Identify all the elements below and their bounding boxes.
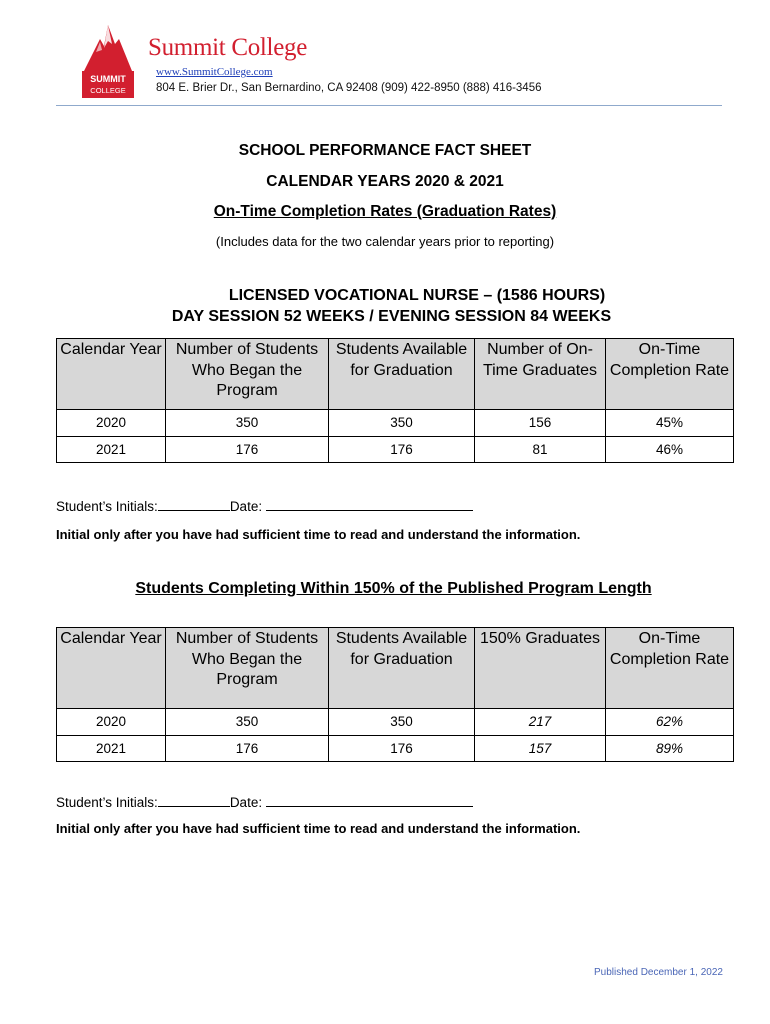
column-header: Students Available for Graduation bbox=[329, 339, 475, 410]
date-field[interactable] bbox=[266, 497, 473, 511]
logo-text-summit: SUMMIT bbox=[90, 74, 126, 84]
logo-text-college: COLLEGE bbox=[90, 86, 126, 95]
initials-line bbox=[56, 793, 473, 810]
began-cell: 176 bbox=[166, 436, 329, 463]
graduates-cell: 157 bbox=[475, 735, 606, 762]
rate-cell: 62% bbox=[606, 709, 734, 736]
year-cell: 2021 bbox=[57, 735, 166, 762]
year-cell: 2020 bbox=[57, 709, 166, 736]
college-name: Summit College bbox=[148, 34, 307, 61]
section-150-percent-title: Students Completing Within 150% of the Published Program Length bbox=[135, 580, 652, 597]
column-header: Calendar Year bbox=[57, 339, 166, 410]
header-divider bbox=[56, 105, 722, 106]
rate-cell: 45% bbox=[606, 410, 734, 437]
began-cell: 350 bbox=[166, 709, 329, 736]
date-label: Date: bbox=[229, 795, 266, 810]
college-address: 804 E. Brier Dr., San Bernardino, CA 92408 (909) 422-8950 (888) 416-3456 bbox=[156, 82, 542, 94]
year-cell: 2021 bbox=[57, 436, 166, 463]
completion-rates-heading: On-Time Completion Rates (Graduation Rates) bbox=[213, 203, 557, 220]
initials-instruction: Initial only after you have had sufficient time to read and understand the information. bbox=[56, 821, 581, 836]
initials-label: Student’s Initials: bbox=[56, 795, 158, 810]
column-header: Number of Students Who Began the Program bbox=[166, 628, 329, 709]
graduates-cell: 156 bbox=[475, 410, 606, 437]
initials-field[interactable] bbox=[158, 793, 230, 807]
available-cell: 350 bbox=[329, 410, 475, 437]
program-sessions: DAY SESSION 52 WEEKS / EVENING SESSION 84 WEEKS bbox=[171, 308, 612, 325]
graduates-cell: 217 bbox=[475, 709, 606, 736]
available-cell: 176 bbox=[329, 735, 475, 762]
column-header: Students Available for Graduation bbox=[329, 628, 475, 709]
graduates-cell: 81 bbox=[475, 436, 606, 463]
summit-college-logo bbox=[82, 22, 134, 98]
reporting-note: (Includes data for the two calendar years prior to reporting) bbox=[215, 234, 555, 249]
table-header-row bbox=[57, 628, 734, 709]
available-cell: 176 bbox=[329, 436, 475, 463]
rate-cell: 89% bbox=[606, 735, 734, 762]
rate-cell: 46% bbox=[606, 436, 734, 463]
on-time-completion-table bbox=[56, 338, 734, 463]
completion-150-percent-table bbox=[56, 627, 734, 762]
initials-label: Student’s Initials: bbox=[56, 499, 158, 514]
date-label: Date: bbox=[229, 499, 266, 514]
fact-sheet-title: SCHOOL PERFORMANCE FACT SHEET bbox=[238, 142, 532, 159]
initials-instruction: Initial only after you have had sufficient time to read and understand the information. bbox=[56, 527, 581, 542]
table-header-row bbox=[57, 339, 734, 410]
column-header: Number of On-Time Graduates bbox=[475, 339, 606, 410]
initials-field[interactable] bbox=[158, 497, 230, 511]
program-name: LICENSED VOCATIONAL NURSE – (1586 HOURS) bbox=[228, 287, 606, 304]
initials-line bbox=[56, 497, 473, 514]
column-header: On-Time Completion Rate bbox=[606, 339, 734, 410]
began-cell: 176 bbox=[166, 735, 329, 762]
table-row bbox=[57, 410, 734, 437]
column-header: Number of Students Who Began the Program bbox=[166, 339, 329, 410]
date-field[interactable] bbox=[266, 793, 473, 807]
column-header: Calendar Year bbox=[57, 628, 166, 709]
column-header: 150% Graduates bbox=[475, 628, 606, 709]
began-cell: 350 bbox=[166, 410, 329, 437]
available-cell: 350 bbox=[329, 709, 475, 736]
published-date: Published December 1, 2022 bbox=[594, 967, 723, 978]
table-row bbox=[57, 709, 734, 736]
table-row bbox=[57, 735, 734, 762]
column-header: On-Time Completion Rate bbox=[606, 628, 734, 709]
table-row bbox=[57, 436, 734, 463]
website-link[interactable]: www.SummitCollege.com bbox=[156, 66, 273, 78]
year-cell: 2020 bbox=[57, 410, 166, 437]
calendar-years-heading: CALENDAR YEARS 2020 & 2021 bbox=[266, 173, 504, 190]
